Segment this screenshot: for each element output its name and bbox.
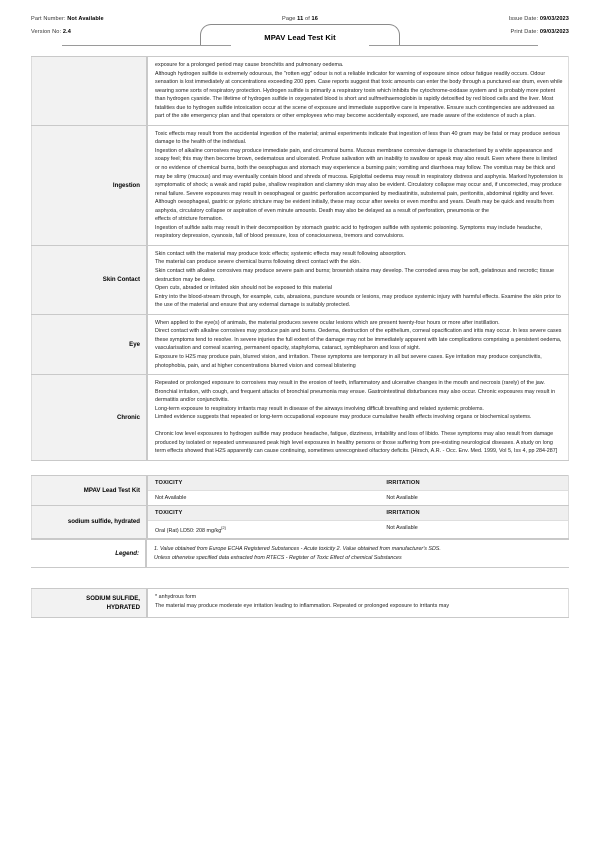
version-value: 2.4 — [62, 29, 71, 35]
paragraph: Entry into the blood-stream through, for example, cuts, abrasions, puncture wounds or lesions, may produce systemic injury with harmful effects. Examine the skin prior to the use of the material and ensure that any external damage is suitably protected. — [155, 293, 561, 309]
paragraph: Toxic effects may result from the accidental ingestion of the material; animal experiments indicate that ingestion of less than 40 gram may be fatal or may produce serious damage to the health of the individual. — [155, 130, 561, 146]
tox-inner-grid — [148, 476, 568, 505]
paragraph: Ingestion of sulfide salts may result in their decomposition by stomach gastric acid to hydrogen sulfide with systemic poisoning. Symptoms may include headache, respiratory depression, cyanosis, fall of blood pressure, loss of consciousness, tremors and convulsions. — [155, 224, 543, 240]
row-label-skin-contact: Skin Contact — [32, 245, 148, 314]
tox-row-body-sodium-sulfide — [147, 505, 569, 538]
page-total: 16 — [311, 16, 318, 22]
header-rule-left — [62, 45, 231, 46]
table-row — [32, 505, 569, 538]
table-row — [32, 375, 569, 461]
toxicity-value-cell — [148, 520, 379, 537]
row-body-chronic — [147, 375, 569, 461]
paragraph: Direct contact with alkaline corrosives may produce pain and burns. Oedema, destruction of the epithelium, corneal opacification and iritis may occur. In less severe cases these symptoms tend to resolve. In severe injuries the full extent of the damage may not be immediately apparent with late complications comprising a persistent oedema, vascularisation and corneal scarring, permanent opacity, staphyloma, cataract, symblepharon and loss of sight. — [155, 328, 562, 352]
table-header-row — [148, 506, 568, 521]
reference-marker: [2] — [221, 524, 226, 530]
paragraph: exposure for a prolonged period may cause bronchitis and pulmonary oedema. — [155, 62, 344, 68]
toxicity-value: Oral (Rat) LD50: 208 mg/kg — [155, 527, 222, 534]
tox-inner-body — [148, 506, 568, 538]
irritation-value: Not Available — [386, 494, 418, 501]
health-effects-table — [31, 56, 569, 461]
tox-row-label-sodium-sulfide: sodium sulfide, hydrated — [32, 505, 148, 538]
table-header-row — [148, 476, 568, 491]
document-title-tab — [200, 25, 400, 46]
substance-note-body — [32, 589, 569, 618]
print-date-value: 09/03/2023 — [539, 29, 569, 35]
substance-note-label — [32, 589, 148, 618]
header-rule-right — [369, 45, 538, 46]
paragraph-spacer — [155, 422, 563, 431]
paragraph: Although hydrogen sulfide is extremely odourous, the "rotten egg" odour is not a reliable indicator for warning of exposure since odour fatigue readily occurs. Odour sensation is lost immediately at concentrations exceeding 200 ppm. Case reports suggest that toxic amounts can enter the body through a punctured ear drum, even while wearing some sorts of respiratory protection. Hydrogen sulfide is primarily a respiratory toxin which inhibits the cytochrome-oxidase system and is probably more potent than hydrogen cyanide. The lifetime of hydrogen sulfide in oxygenated blood is short and sulfmethaemoglobin is rapidly detoxified by red blood cells and the liver. Most fatalities due to hydrogen sulfide intoxication occur at the scene of exposure and immediate supportive care is imperative. Ensure such contingencies are addressed as part of the site emergency plan and that operators or other employees who may become accidentally exposed, are made aware of the existence of such a plan. — [155, 70, 563, 120]
page-current: 11 — [297, 16, 304, 22]
substance-note-label-line2: HYDRATED — [106, 604, 140, 612]
table-row — [32, 589, 569, 618]
toxicity-table-body — [32, 475, 569, 538]
substance-note-label-line1: SODIUM SULFIDE, — [86, 595, 140, 603]
part-number-label: Part Number: — [31, 16, 66, 22]
irritation-value: Not Available — [386, 524, 418, 531]
paragraph: Repeated or prolonged exposure to corrosives may result in the erosion of teeth, inflammatory and ulcerative changes in the mouth and necrosis (rarely) of the jaw. Bronchial irritation, with cough, and frequent attacks of bronchial pneumonia may ensue. Gastrointestinal disturbances may also occur. Chronic exposures may result in dermatitis and/or conjunctivitis. — [155, 380, 556, 404]
part-number-value: Not Available — [67, 16, 104, 22]
document-header — [31, 0, 569, 46]
table-row — [148, 490, 568, 505]
paragraph: * anhydrous form — [155, 594, 197, 601]
row-label-eye: Eye — [32, 314, 148, 374]
table-row — [32, 125, 569, 245]
paragraph: Skin contact with the material may produce toxic effects; systemic effects may result following absorption. — [155, 250, 407, 257]
row-label-chronic: Chronic — [32, 375, 148, 461]
paragraph: Skin contact with alkaline corrosives may produce severe pain and burns; brownish stains may develop. The corroded area may be soft, gelatinous and necrotic; tissue destruction may be deep. — [155, 268, 555, 283]
paragraph: Exposure to H2S may produce pain, blurred vision, and irritation. These symptoms are temporary in all but severe cases. Eye irritation may produce conjunctivitis, photophobia, pain, and at higher concentrations blurred vision and corneal blistering — [155, 353, 542, 369]
tox-inner-grid — [148, 506, 568, 538]
paragraph: Long-term exposure to respiratory irritants may result in disease of the airways involving difficult breathing and related systemic problems. — [155, 405, 484, 412]
table-row — [32, 57, 569, 126]
legend-table — [31, 539, 569, 569]
legend-label: Legend: — [31, 539, 146, 568]
row-label-inhalation-cont — [32, 57, 148, 126]
toxicity-column-header: TOXICITY — [148, 506, 379, 521]
legend-line-2: Unless otherwise specified data extracted from RTECS - Register of Toxic Effect of chemical Substances — [154, 554, 402, 561]
health-effects-body — [32, 57, 569, 461]
tox-row-body-product — [147, 475, 569, 505]
paragraph: Chronic low level exposures to hydrogen sulfide may produce headache, fatigue, dizziness, irritability and loss of libido. These symptoms may also result from damage produced by isolated or repeated unmeasured peak high level exposures in healthy persons or those suffering from pre-existing neurological diseases. A study on long term effects showed that H2S apparently can cause continuing, sometimes unrecognised olfactory deficits. [Hirsch, A.R. - Occ. Env. Med. 1999, Vol 5, Iss 4, pp 284-287] — [155, 431, 558, 455]
paragraph: effects of stricture formation. — [155, 216, 224, 223]
toxicity-value: Not Available — [155, 494, 187, 501]
legend-line-1: 1. Value obtained from Europe ECHA Registered Substances - Acute toxicity 2. Value obtained from manufacturer's SDS. — [154, 545, 441, 552]
page-label: Page — [281, 16, 296, 22]
table-row — [32, 314, 569, 374]
print-date-line — [509, 26, 569, 39]
tox-row-label-product: MPAV Lead Test Kit — [32, 475, 148, 505]
page-title: MPAV Lead Test Kit — [264, 33, 336, 42]
header-right-block — [509, 13, 569, 39]
row-label-ingestion: Ingestion — [32, 125, 148, 245]
issue-date-label: Issue Date: — [508, 16, 539, 22]
page-of-label: of — [304, 16, 310, 22]
paragraph: Ingestion of alkaline corrosives may produce immediate pain, and circumoral burns. Mucous membrane corrosive damage is characterised by a white appearance and soapy feel; this may then become brown, oedematous and ulcerated. Profuse salivation with an inability to swallow or speak may also result. Even where there is limited or no evidence of chemical burns, both the oesophagus and stomach may experience a burning pain; vomiting and diarrhoea may follow. The vomitus may be thick and may be slimy (mucous) and may eventually contain blood and shreds of mucosa. Epiglottal oedema may result in respiratory distress and asphyxia. Marked hypotension is symptomatic of shock; a weak and rapid pulse, shallow respiration and clammy skin may also be evident. Circulatory collapse may occur and, if uncorrected, may produce renal failure. Severe exposures may result in oesophageal or gastric perforation accompanied by mediastinitis, substernal pain, peritonitis, abdominal rigidity and fever. Although oesophageal, gastric or pyloric stricture may be evident initially, these may occur after weeks or even months and years. Death may be quick and results from asphyxia, circulatory collapse or aspiration of even minute amounts. Death may also be delayed as a result of perforation, pneumonia or the — [155, 147, 563, 214]
paragraph: Limited evidence suggests that repeated or long-term occupational exposure may produce cumulative health effects involving organs or biochemical systems. — [155, 414, 532, 421]
table-row — [32, 245, 569, 314]
table-row — [31, 539, 569, 568]
table-row — [32, 475, 569, 505]
paragraph: When applied to the eye(s) of animals, the material produces severe ocular lesions which are present twenty-four hours or more after instillation. — [155, 319, 500, 326]
row-body-ingestion — [147, 125, 569, 245]
toxicity-irritation-table — [31, 475, 569, 539]
row-body-eye — [147, 314, 569, 374]
version-label: Version No: — [31, 29, 62, 35]
paragraph: Open cuts, abraded or irritated skin should not be exposed to this material — [155, 285, 332, 292]
irritation-column-header: IRRITATION — [379, 506, 568, 521]
paragraph: The material can produce severe chemical burns following direct contact with the skin. — [155, 259, 361, 266]
print-date-label: Print Date: — [510, 29, 539, 35]
row-body-skin-contact — [147, 245, 569, 314]
legend-content — [146, 539, 569, 568]
issue-date-line — [509, 13, 569, 26]
toxicity-column-header: TOXICITY — [148, 476, 379, 491]
legend-body — [31, 539, 569, 568]
table-row — [148, 520, 568, 537]
row-body-inhalation-cont — [147, 57, 569, 126]
tox-inner-body — [148, 476, 568, 505]
issue-date-value: 09/03/2023 — [539, 16, 569, 22]
irritation-column-header: IRRITATION — [379, 476, 568, 491]
substance-note-content — [147, 589, 569, 618]
paragraph: The material may produce moderate eye irritation leading to inflammation. Repeated or prolonged exposure to irritants may — [155, 602, 450, 609]
version-line — [31, 26, 104, 39]
substance-note-table — [31, 588, 569, 618]
